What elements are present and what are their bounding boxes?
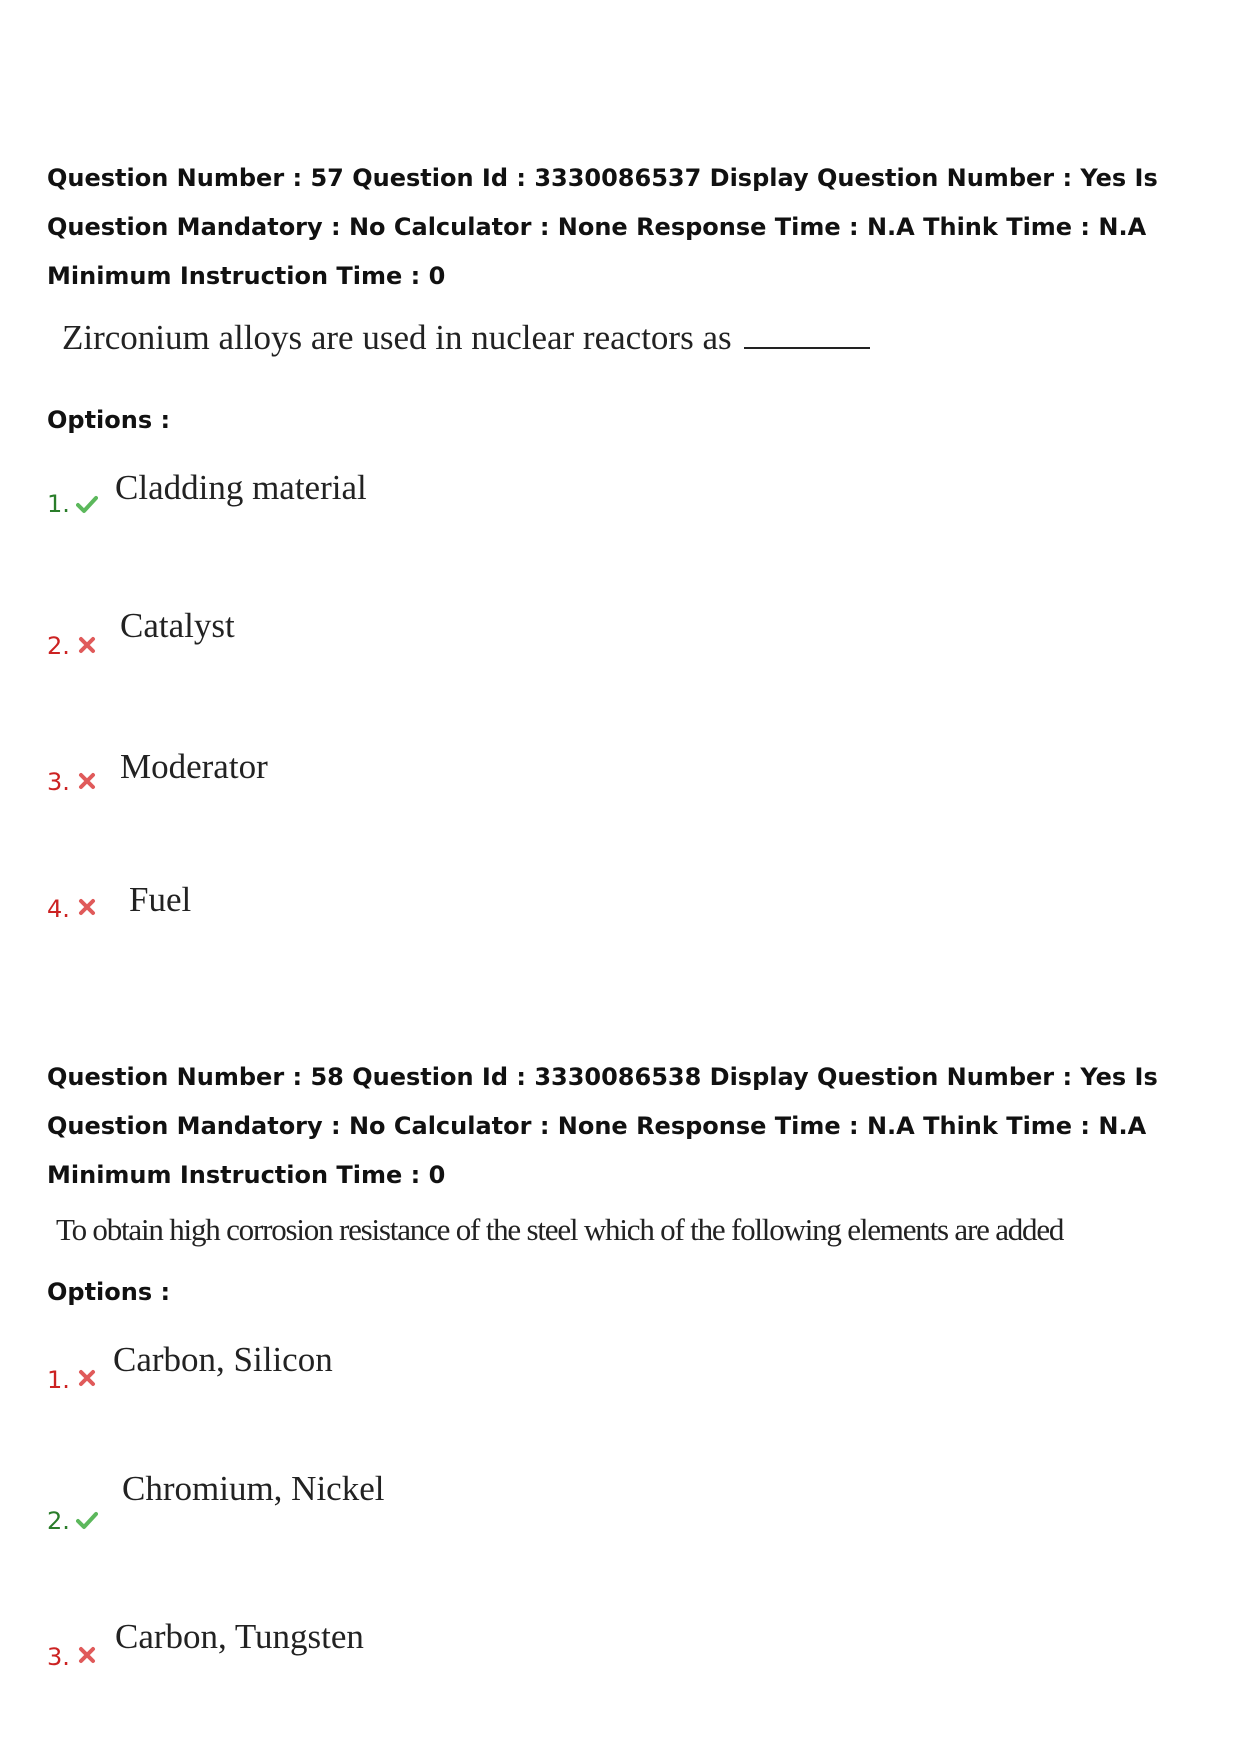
option-text: Chromium, Nickel [122,1469,385,1508]
option-number: 3. [47,768,70,796]
cross-icon [76,770,98,792]
answer-blank [744,323,870,349]
cross-icon [76,1367,98,1389]
question-stem [62,318,870,358]
question-stem: To obtain high corrosion resistance of the steel which of the following elements are added [56,1212,1064,1247]
cross-icon [76,1644,98,1666]
option-number: 4. [47,895,70,923]
option-text: Fuel [129,880,192,919]
option-text: Carbon, Silicon [113,1340,333,1379]
question-meta: Question Number : 58 Question Id : 3330086538 Display Question Number : Yes Is Question Mandatory : No Calculator : None Response Time : N.A Think Time : N.A Minimum Instruction Time : 0 [47,1063,1158,1189]
option-text: Carbon, Tungsten [115,1617,364,1656]
option-number: 1. [47,490,70,518]
option-number: 1. [47,1366,70,1394]
option-number: 2. [47,1507,70,1535]
option-text: Cladding material [115,468,367,507]
options-label: Options : [47,1278,171,1306]
question-meta: Question Number : 57 Question Id : 3330086537 Display Question Number : Yes Is Question Mandatory : No Calculator : None Response Time : N.A Think Time : N.A Minimum Instruction Time : 0 [47,164,1158,290]
option-number: 3. [47,1643,70,1671]
option-number: 2. [47,632,70,660]
question-stem-text: Zirconium alloys are used in nuclear reactors as [62,318,732,357]
check-icon [76,1509,98,1531]
options-label: Options : [47,406,171,434]
cross-icon [76,896,98,918]
check-icon [76,493,98,515]
option-text: Catalyst [120,606,235,645]
option-text: Moderator [120,747,268,786]
cross-icon [76,634,98,656]
